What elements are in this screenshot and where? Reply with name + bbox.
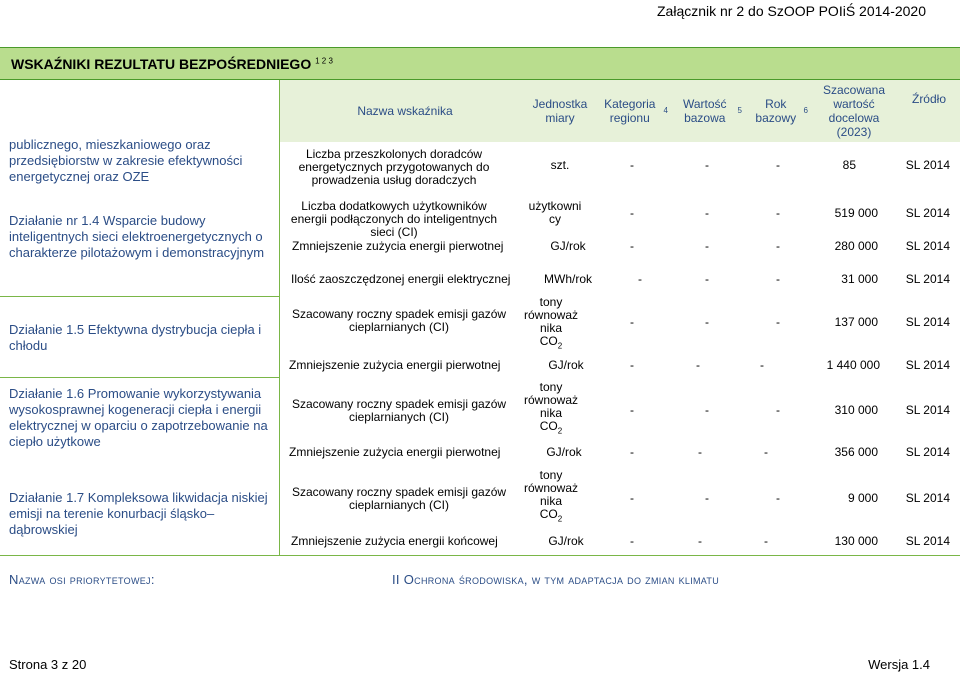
section-text-2: Działanie nr 1.4 Wsparcie budowy inteligentnych sieci elektroenergetycznych o charakterze pilotażowym i demonstracyjnym [9,213,265,260]
region: - [630,491,634,505]
source: SL 2014 [905,358,950,372]
source: SL 2014 [905,206,950,220]
col-region: Kategoria regionu 4 [604,97,668,125]
unit: GJ/rok [546,445,582,459]
base-year: - [760,358,764,372]
source: SL 2014 [905,403,950,417]
unit: GJ/rok [550,239,586,253]
base-year: - [776,239,780,253]
unit: tony równoważ nika $CO_2$ [523,468,579,524]
base-year: - [776,206,780,220]
region: - [630,358,634,372]
footer-divider [0,555,960,556]
priority-axis-value: II Ochrona środowiska, w tym adaptacja do zmian klimatu [392,572,720,587]
source: SL 2014 [905,534,950,548]
region: - [630,534,634,548]
target-value: 85 [842,158,856,172]
base-year: - [776,491,780,505]
section-text-1: publicznego, mieszkaniowego oraz przedsiębiorstw w zakresie efektywności energetycznej oraz OZE [9,137,243,184]
section-text-4: Działanie 1.6 Promowanie wykorzystywania wysokosprawnej kogeneracji ciepła i energii elektrycznej w oparciu o zapotrzebowanie na ciepło użytkowe [9,386,268,449]
section-text-5: Działanie 1.7 Kompleksowa likwidacja niskiej emisji na terenie konurbacji śląsko–dąbrowskiej [9,490,268,537]
column-divider [279,80,280,555]
target-value: 130 000 [834,534,878,548]
section-separator [0,377,280,378]
col-target: Szacowana wartość docelowa (2023) [822,83,886,139]
region: - [638,272,642,286]
col-base: Wartość bazowa 5 [682,97,742,125]
base-year: - [776,403,780,417]
source: SL 2014 [905,445,950,459]
section-banner [0,47,960,80]
unit: szt. [550,158,570,172]
unit: GJ/rok [548,358,584,372]
region: - [630,206,634,220]
indicator-name: Szacowany roczny spadek emisji gazów cieplarnianych (CI) [291,485,507,512]
base-year: - [776,158,780,172]
base-value: - [705,158,709,172]
indicator-name: Zmniejszenie zużycia energii końcowej [291,534,498,548]
indicator-name: Zmniejszenie zużycia energii pierwotnej [289,358,501,372]
unit: tony równoważ nika $CO_2$ [523,295,579,351]
source: SL 2014 [905,272,950,286]
banner-title: WSKAŹNIKI REZULTATU BEZPOŚREDNIEGO $^{1 2 3}$ [11,56,333,72]
base-value: - [705,315,709,329]
col-year: Rok bazowy 6 [755,97,808,125]
indicator-name: Szacowany roczny spadek emisji gazów cieplarnianych (CI) [291,307,507,334]
source: SL 2014 [905,158,950,172]
base-value: - [696,358,700,372]
base-value: - [698,445,702,459]
unit: MWh/rok [544,272,592,286]
base-year: - [764,534,768,548]
unit: tony równoważ nika $CO_2$ [523,380,579,436]
target-value: 519 000 [834,206,878,220]
source: SL 2014 [905,239,950,253]
base-value: - [705,272,709,286]
target-value: 9 000 [847,491,878,505]
indicator-name: Ilość zaoszczędzonej energii elektrycznej [291,272,511,286]
target-value: 137 000 [834,315,878,329]
source: SL 2014 [905,315,950,329]
page-number: Strona 3 z 20 [9,657,87,672]
target-value: 31 000 [841,272,878,286]
source: SL 2014 [905,491,950,505]
base-value: - [705,206,709,220]
region: - [630,445,634,459]
region: - [630,158,634,172]
target-value: 1 440 000 [826,358,880,372]
table-header [280,80,960,142]
indicator-name: Zmniejszenie zużycia energii pierwotnej [292,239,504,253]
indicator-name: Zmniejszenie zużycia energii pierwotnej [289,445,501,459]
base-value: - [705,403,709,417]
base-value: - [698,534,702,548]
priority-axis-label: Nazwa osi priorytetowej: [9,572,155,587]
col-unit: Jednostka miary [532,97,588,125]
indicator-name: Liczba przeszkolonych doradców energetycznych przygotowanych do prowadzenia usług doradczych [298,147,490,187]
col-source: Źródło [911,92,946,106]
unit: GJ/rok [548,534,584,548]
indicator-name: Szacowany roczny spadek emisji gazów cieplarnianych (CI) [291,397,507,424]
base-value: - [705,491,709,505]
version: Wersja 1.4 [868,657,930,672]
base-value: - [705,239,709,253]
base-year: - [764,445,768,459]
target-value: 310 000 [834,403,878,417]
base-year: - [776,272,780,286]
unit: użytkowni cy [528,199,582,226]
section-text-3: Działanie 1.5 Efektywna dystrybucja ciepła i chłodu [9,322,262,353]
col-name: Nazwa wskaźnika [357,104,453,118]
target-value: 356 000 [834,445,878,459]
region: - [630,239,634,253]
target-value: 280 000 [834,239,878,253]
attachment-header: Załącznik nr 2 do SzOOP POIiŚ 2014-2020 [657,3,926,19]
section-separator [0,296,280,297]
region: - [630,315,634,329]
base-year: - [776,315,780,329]
region: - [630,403,634,417]
indicator-name: Liczba dodatkowych użytkowników energii podłączonych do inteligentnych sieci (CI) [290,199,498,239]
